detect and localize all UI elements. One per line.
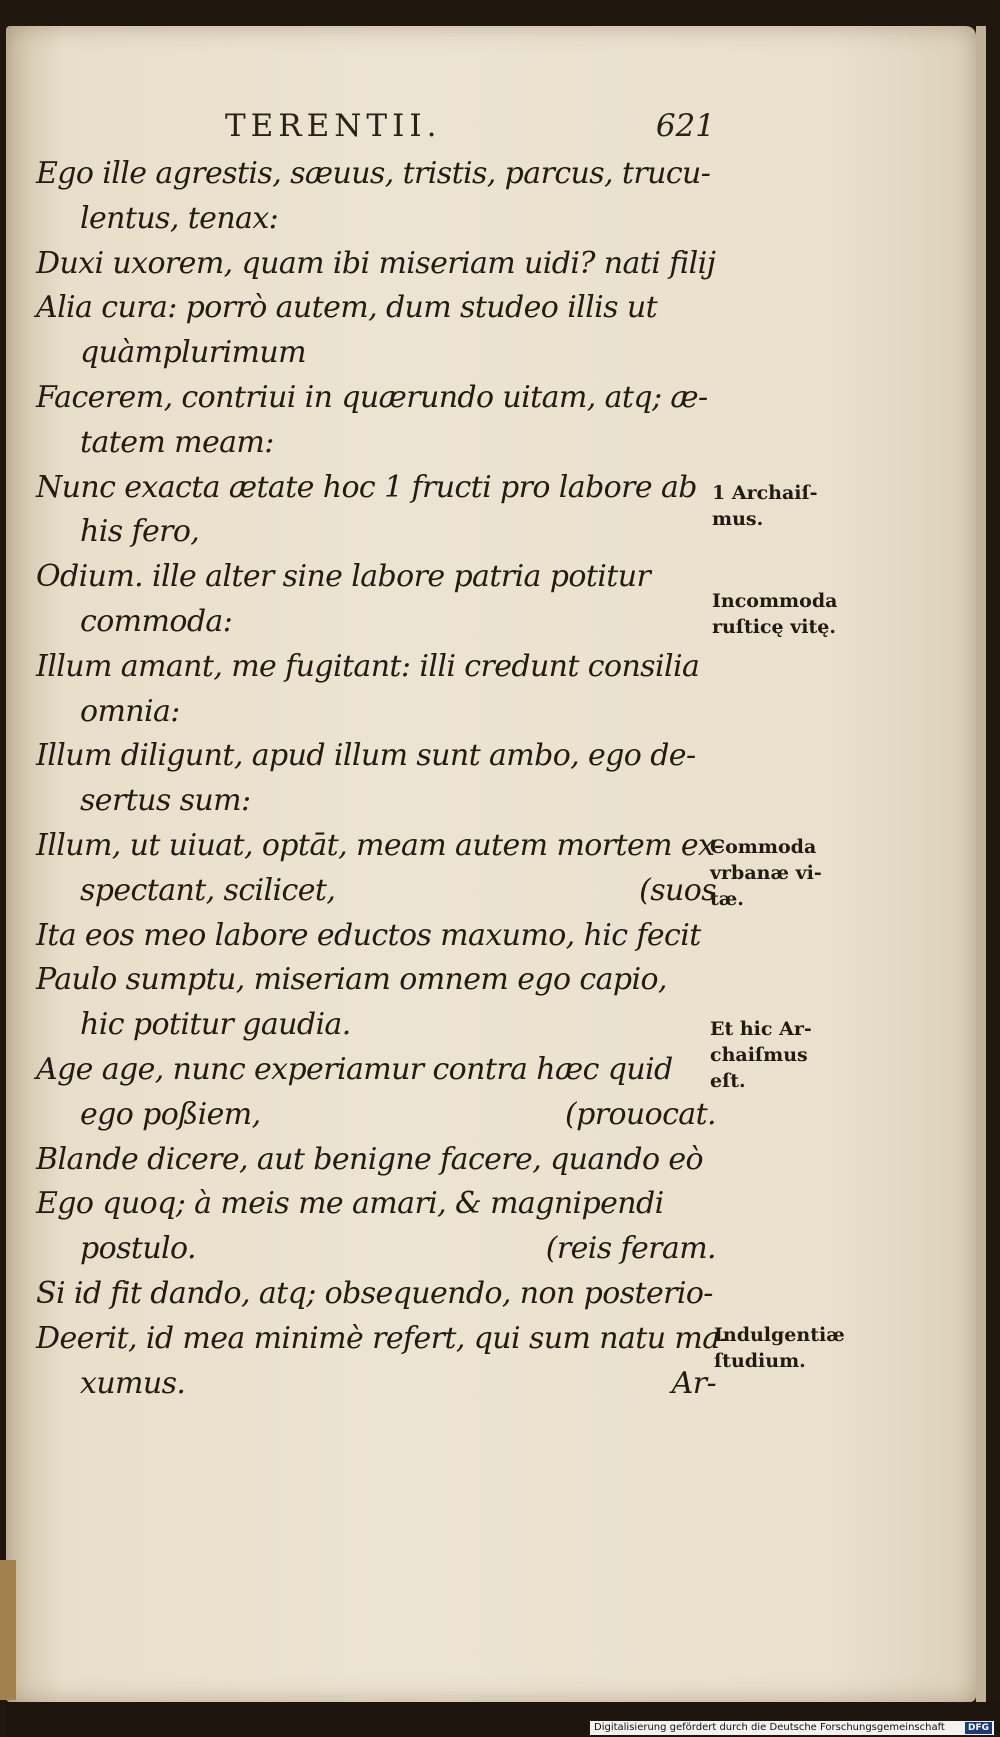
verse-line: Deerit, id mea minimè refert, qui sum natu ma- — [36, 1320, 730, 1356]
margin-note-archaism-2 — [710, 1016, 812, 1094]
verse-line-text: ego poßiem, — [80, 1096, 261, 1132]
verse-line: Illum, ut uiuat, optāt, meam autem mortem ex- — [36, 827, 724, 863]
page-number: 621 — [655, 108, 715, 144]
verse-line — [36, 1227, 716, 1272]
verse-line — [36, 1093, 716, 1138]
verse-line: Ita eos meo labore eductos maxumo, hic fecit — [36, 917, 701, 953]
verse-line: Alia cura: porrò autem, dum studeo illis ut — [36, 290, 658, 326]
verse-line: sertus sum: — [80, 783, 251, 819]
verse-line: tatem meam: — [80, 424, 274, 460]
margin-note-line: Incommoda — [712, 590, 838, 612]
verse-line: commoda: — [80, 603, 233, 639]
margin-note-line: ſtudium. — [714, 1350, 806, 1372]
verse-line: omnia: — [80, 693, 180, 729]
verse-line-text: xumus. — [80, 1365, 186, 1401]
verse-line: Ego ille agrestis, sæuus, tristis, parcus, trucu- — [36, 156, 711, 191]
verse-line: Odium. ille alter sine labore patria potitur — [36, 559, 651, 595]
digitization-footer — [590, 1721, 994, 1735]
verse-line: Duxi uxorem, quam ibi miseriam uidi? nati filij — [36, 245, 716, 281]
verse-line: Age age, nunc experiamur contra hæc quid — [36, 1051, 673, 1087]
verse-line — [36, 1362, 716, 1407]
margin-note-archaism — [712, 480, 818, 532]
running-title: TERENTII. — [225, 108, 442, 144]
margin-note-line: 1 Archaiſ- — [712, 482, 818, 504]
margin-note-rustic-life — [712, 588, 837, 640]
margin-note-line: mus. — [712, 508, 764, 530]
running-header — [225, 108, 715, 152]
verse-line: Paulo sumptu, miseriam omnem ego capio, — [36, 962, 667, 998]
margin-note-line: chaiſmus — [710, 1044, 808, 1066]
verse-line-text: spectant, scilicet, — [80, 872, 336, 908]
verse-line: Illum amant, me fugitant: illi credunt consilia — [36, 648, 700, 684]
page-edge — [976, 26, 986, 1702]
funding-credit: Digitalisierung gefördert durch die Deutsche Forschungsgemeinschaft — [594, 1722, 945, 1733]
margin-note-line: Indulgentiæ — [714, 1324, 845, 1346]
verse-line: lentus, tenax: — [80, 200, 279, 236]
verse-line: his fero, — [80, 514, 200, 550]
margin-note-line: tæ. — [710, 888, 744, 910]
margin-note-line: Commoda — [710, 836, 817, 858]
verse-line-runover: (suos — [639, 872, 716, 908]
margin-note-line: ruſticę vitę. — [712, 616, 837, 638]
margin-note-line: eſt. — [710, 1070, 746, 1092]
verse-line — [36, 869, 716, 914]
verse-line: Facerem, contriui in quærundo uitam, atq; æ- — [36, 379, 708, 415]
catchword: Ar- — [671, 1365, 716, 1401]
verse-line: Nunc exacta ætate hoc 1 fructi pro labore ab — [36, 469, 697, 505]
binding-edge — [0, 1560, 16, 1700]
margin-note-indulgence — [714, 1322, 845, 1374]
verse-line: Illum diligunt, apud illum sunt ambo, ego de- — [36, 738, 696, 774]
verse-line: quàmplurimum — [80, 335, 306, 371]
verse-line-runover: (prouocat. — [565, 1096, 716, 1132]
verse-line: Si id fit dando, atq; obsequendo, non posterio- — [36, 1275, 713, 1311]
verse-line-text: postulo. — [80, 1231, 196, 1267]
margin-note-line: vrbanæ vi- — [710, 862, 822, 884]
verse-line: Blande dicere, aut benigne facere, quando eò — [36, 1141, 704, 1177]
verse-line-runover: (reis feram. — [545, 1231, 716, 1267]
verse-line: Ego quoq; à meis me amari, & magnipendi — [36, 1186, 664, 1222]
margin-note-urban-life — [710, 834, 822, 912]
verse-line: hic potitur gaudia. — [80, 1007, 351, 1043]
dfg-logo: DFG — [965, 1722, 992, 1734]
margin-note-line: Et hic Ar- — [710, 1018, 812, 1040]
